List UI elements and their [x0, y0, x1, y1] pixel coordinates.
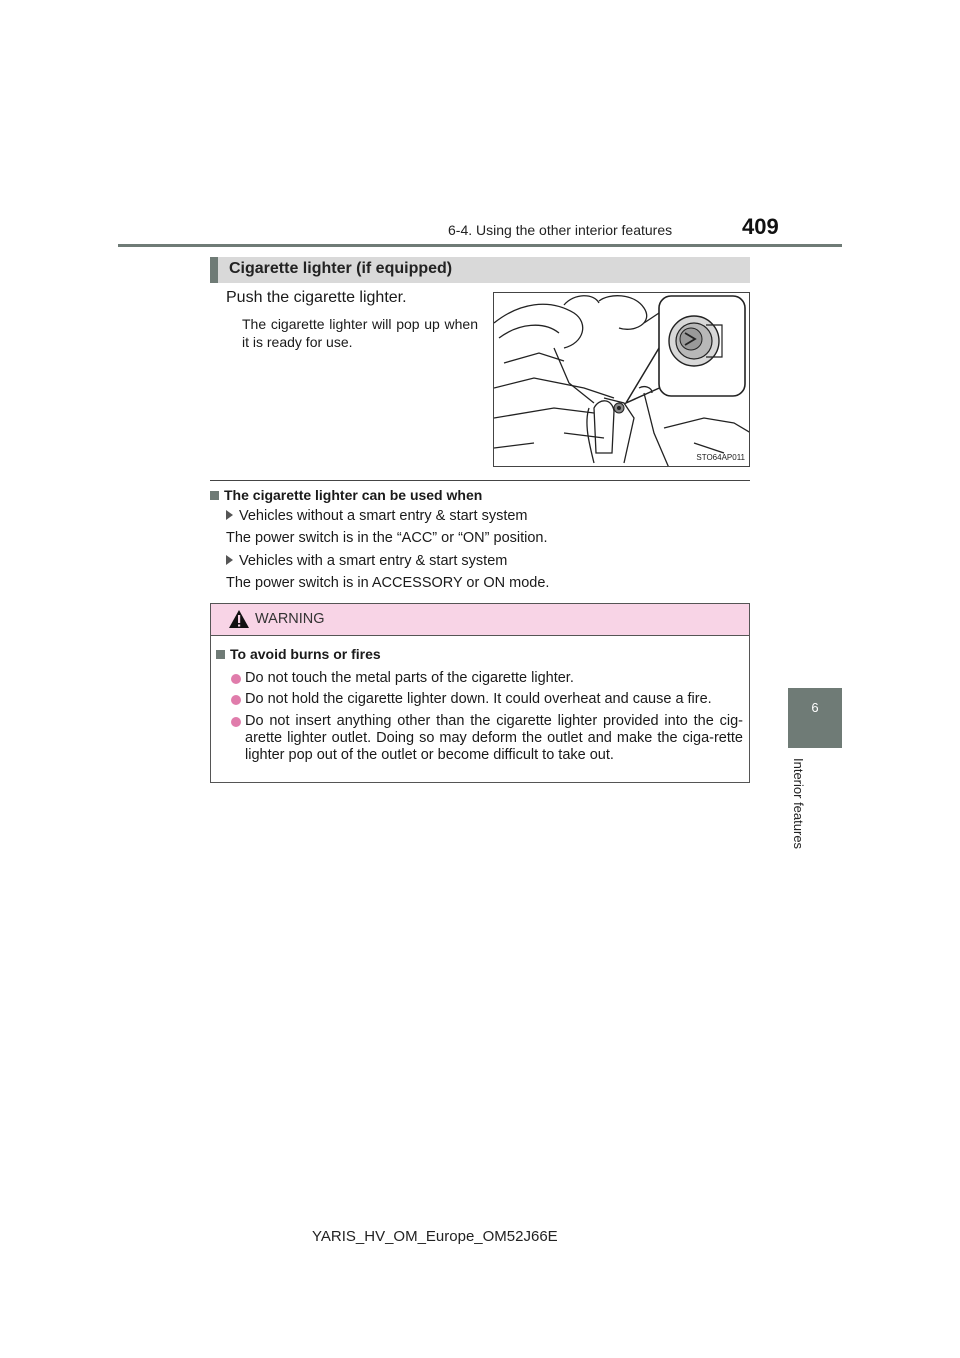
header-rule — [118, 244, 842, 247]
bullet-dot-icon — [231, 717, 241, 727]
warning-triangle-icon — [228, 609, 250, 629]
cigarette-lighter-illustration — [493, 292, 750, 467]
warning-title: WARNING — [255, 611, 325, 627]
bullet-dot-icon — [231, 695, 241, 705]
usage-heading — [210, 487, 482, 503]
figure-code: STO64AP011 — [696, 453, 745, 462]
warning-bullet: Do not touch the metal parts of the cigarette lighter. — [231, 670, 743, 687]
warning-subheading: To avoid burns or fires — [216, 646, 381, 662]
bullet-dot-icon — [231, 674, 241, 684]
section-heading — [210, 257, 750, 283]
usage-item-text: The power switch is in ACCESSORY or ON mode. — [226, 575, 550, 591]
usage-heading-text: The cigarette lighter can be used when — [224, 487, 483, 503]
arrow-right-icon — [226, 510, 233, 520]
page-number: 409 — [742, 214, 779, 239]
instruction-text: Push the cigarette lighter. — [226, 289, 407, 306]
running-header-section: 6-4. Using the other interior features — [448, 222, 673, 238]
warning-box — [210, 603, 750, 783]
warning-bullet: Do not hold the cigarette lighter down. It could overheat and cause a fire. — [231, 691, 743, 708]
chapter-tab — [788, 688, 842, 748]
note-text: The cigarette lighter will pop up when it is ready for use. — [242, 316, 478, 350]
warning-header — [211, 604, 749, 636]
dashboard-drawing — [494, 293, 750, 467]
usage-item-label: Vehicles with a smart entry & start system — [226, 553, 507, 569]
warning-bullet: Do not insert anything other than the cigarette lighter provided into the cig-arette lighter outlet. Doing so may deform the outlet and make the ciga-rette lighter pop out of the outlet or become difficult to take out. — [231, 713, 743, 764]
square-bullet-icon — [216, 650, 225, 659]
arrow-right-icon — [226, 555, 233, 565]
usage-item-label: Vehicles without a smart entry & start system — [226, 508, 528, 524]
usage-item-text: The power switch is in the “ACC” or “ON” position. — [226, 530, 548, 546]
document-footer: YARIS_HV_OM_Europe_OM52J66E — [312, 1228, 558, 1245]
chapter-number: 6 — [811, 700, 819, 715]
section-heading-text: Cigarette lighter (if equipped) — [229, 260, 453, 277]
chapter-title: Interior features — [791, 758, 806, 850]
square-bullet-icon — [210, 491, 219, 500]
section-divider — [210, 480, 750, 481]
